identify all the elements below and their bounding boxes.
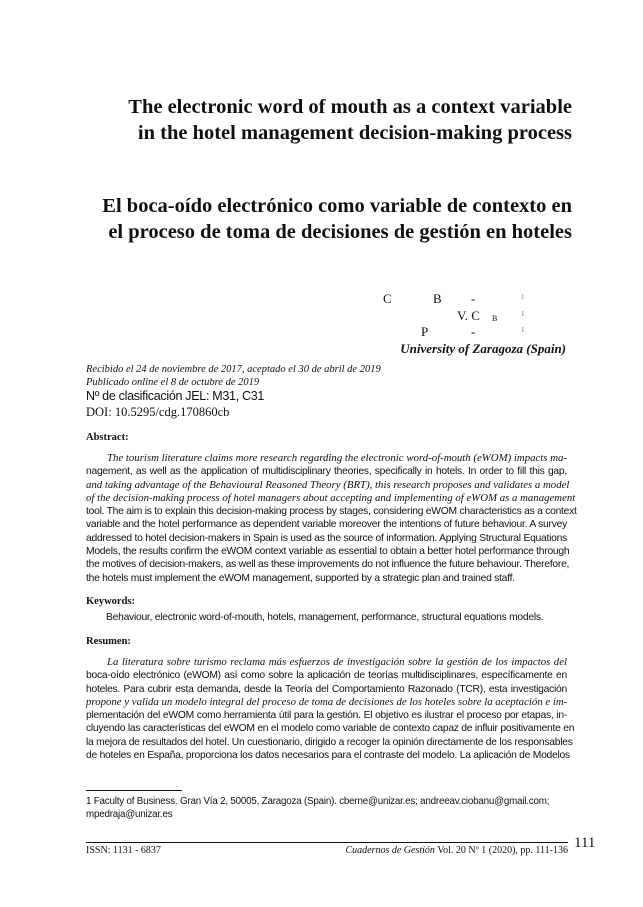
author-1-surname-initial: B xyxy=(433,291,442,306)
abstract-line: and taking advantage of the Behavioural Reasoned Theory (BRT), this research proposes and validates a model xyxy=(86,478,570,491)
footnote xyxy=(86,795,568,821)
english-title-line-1: The electronic word of mouth as a context variable xyxy=(128,96,572,118)
jel-classification: Nº de clasificación JEL: M31, C31 xyxy=(86,389,265,403)
abstract-line: variable and the hotel performance as dependent variable moreover the intentions of future behaviour. A survey xyxy=(86,519,567,531)
author-3-initial: P xyxy=(421,324,429,339)
author-block xyxy=(375,291,575,341)
abstract-line: The tourism literature claims more research regarding the electronic word-of-mouth (eWOM) impacts ma- xyxy=(107,452,567,464)
footnote-line-1: 1 Faculty of Business. Gran Vía 2, 50005, Zaragoza (Spain). cberne@unizar.es; andreeav.ciobanu@gmail.com; xyxy=(86,796,550,807)
resumen-line: La literatura sobre turismo reclama más esfuerzos de investigación sobre la gestión de los impactos del xyxy=(107,656,567,668)
doi[interactable]: DOI: 10.5295/cdg.170860cb xyxy=(86,405,230,419)
page-number: 111 xyxy=(574,835,596,851)
resumen-line: propone y valida un modelo integral del proceso de toma de decisiones de los hoteles sobre la aceptación e im- xyxy=(86,695,568,708)
abstract-line: tool. The aim is to explain this decision-making process by stages, considering eWOM characteristics as a context xyxy=(86,506,577,518)
author-1-footnote-mark: 1 xyxy=(521,293,525,301)
abstract-line: addressed to hotel decision-makers in Spain is used as the source of information. Applying Structural Equations xyxy=(86,532,567,544)
journal-citation xyxy=(345,845,568,856)
received-date: Recibido el 24 de noviembre de 2017, aceptado el 30 de abril de 2019 xyxy=(86,364,381,375)
author-3-footnote-mark: 1 xyxy=(521,326,525,334)
abstract-line: Models, the results confirm the eWOM context variable as essential to obtain a better hotel performance through xyxy=(86,546,570,558)
published-date: Publicado online el 8 de octubre de 2019 xyxy=(86,377,260,388)
footnote-divider xyxy=(86,790,182,791)
journal-name: Cuadernos de Gestión xyxy=(345,845,435,856)
abstract-line: the motives of decision-makers, as well as these improvements do not influence the future behaviour. Therefore, xyxy=(86,559,570,571)
resumen-line: boca-oído electrónico (eWOM) así como sobre la aplicación de teorías multidisciplinares, específicamente en xyxy=(86,670,567,682)
abstract-line: nagement, as well as the application of multidisciplinary theories, specifically in hotels. In order to fill this gap, xyxy=(86,466,567,478)
issn: ISSN: 1131 - 6837 xyxy=(86,845,161,856)
author-2-footnote-mark: 1 xyxy=(521,309,525,318)
english-title xyxy=(128,94,572,146)
keywords-heading: Keywords: xyxy=(86,596,135,607)
resumen-line: de hoteles en España, proporciona los datos necesarios para el contraste del modelo. La aplicación de Modelos xyxy=(86,750,570,762)
resumen-body xyxy=(86,656,575,762)
author-row-2 xyxy=(375,308,575,325)
resumen-line: cluyendo las características del eWOM en el modelo como variable de contexto capaz de influir positivamente en xyxy=(86,723,575,735)
resumen-line: la mejora de resultados del hotel. Un cuestionario, dirigido a recoger la opinión directamente de los responsables xyxy=(86,736,573,748)
spanish-title-line-1: El boca-oído electrónico como variable de contexto en xyxy=(102,195,572,217)
spanish-title-line-2: el proceso de toma de decisiones de gestión en hoteles xyxy=(108,221,572,243)
author-2-surname-initial: B xyxy=(492,313,498,323)
keywords-text: Behaviour, electronic word-of-mouth, hotels, management, performance, structural equations models. xyxy=(106,612,544,623)
abstract-body xyxy=(86,452,577,585)
abstract-line: of the decision-making process of hotel managers about accepting and implementing of eWOM as a management xyxy=(86,491,576,504)
author-3-hyphen: - xyxy=(471,324,476,339)
english-title-line-2: in the hotel management decision-making process xyxy=(137,122,572,144)
journal-details: Vol. 20 Nº 1 (2020), pp. 111-136 xyxy=(437,845,568,856)
spanish-title xyxy=(102,193,572,245)
author-row-1 xyxy=(375,291,575,308)
abstract-heading: Abstract: xyxy=(86,432,129,443)
author-row-3 xyxy=(375,324,575,341)
abstract-line: the hotels must implement the eWOM management, supported by a strategic plan and trained staff. xyxy=(86,572,515,584)
resumen-heading: Resumen: xyxy=(86,636,131,647)
resumen-line: hoteles. Para cubrir esta demanda, desde la Teoría del Comportamiento Razonado (TCR), esta investigación xyxy=(86,683,567,695)
resumen-line: plementación del eWOM como herramienta útil para la gestión. El objetivo es ilustrar el proceso por etapas, in- xyxy=(86,710,567,722)
author-1-hyphen: - xyxy=(471,291,476,306)
affiliation: University of Zaragoza (Spain) xyxy=(400,341,566,356)
footer-divider xyxy=(86,842,568,843)
footnote-line-2: mpedraja@unizar.es xyxy=(86,809,173,820)
author-2-initials: V. C xyxy=(457,307,480,323)
author-1-initial: C xyxy=(383,291,392,306)
